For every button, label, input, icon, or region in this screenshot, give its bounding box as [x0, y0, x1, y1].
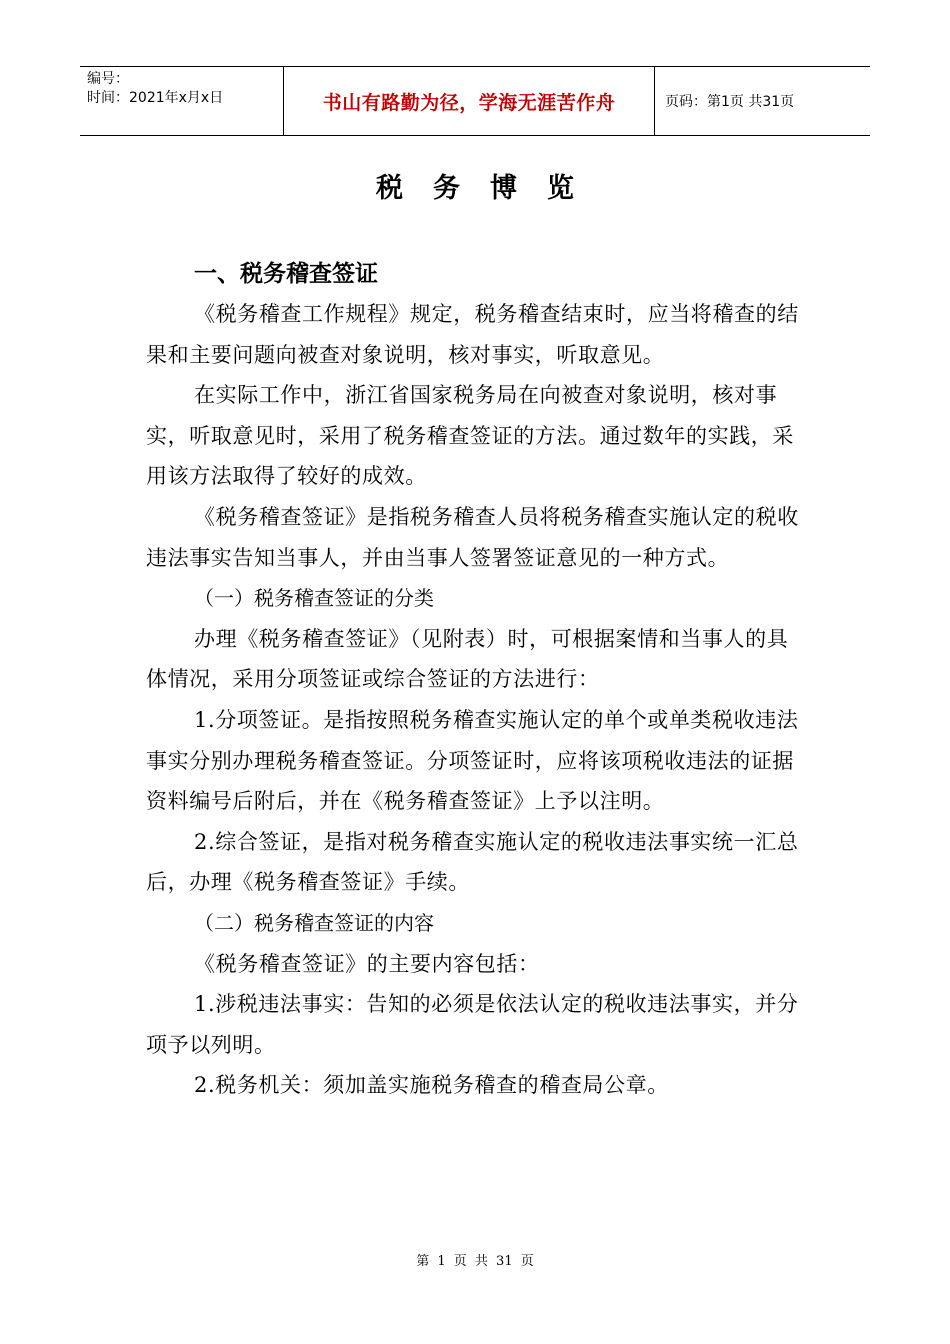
document-body	[146, 254, 806, 1106]
paragraph: 1.分项签证。是指按照税务稽查实施认定的单个或单类税收违法事实分别办理税务稽查签证。分项签证时，应将该项税收违法的证据资料编号后附后，并在《税务稽查签证》上予以注明。	[146, 707, 799, 814]
paragraph: 2.综合签证，是指对税务稽查实施认定的税收违法事实统一汇总后，办理《税务稽查签证》手续。	[146, 829, 799, 895]
number-label: 编号：	[87, 71, 129, 87]
document-title: 税务博览	[376, 173, 604, 204]
time-label: 时间：2021年x月x日	[87, 90, 224, 106]
paragraph: 2.税务机关：须加盖实施税务稽查的稽查局公章。	[194, 1073, 669, 1098]
paragraph: 1.涉税违法事实：告知的必须是依法认定的税收违法事实，并分项予以列明。	[146, 992, 799, 1057]
paragraph: 《税务稽查工作规程》规定，税务稽查结束时，应当将稽查的结果和主要问题向被查对象说明，核对事实，听取意见。	[146, 302, 799, 367]
header-page-code	[655, 67, 870, 135]
document-header	[80, 66, 870, 136]
header-meta	[80, 67, 283, 135]
page-code-text: 页码：第1页 共31页	[665, 94, 795, 110]
paragraph: 在实际工作中，浙江省国家税务局在向被查对象说明，核对事实，听取意见时，采用了税务稽查签证的方法。通过数年的实践，采用该方法取得了较好的成效。	[146, 383, 794, 489]
subsection-heading: （二）税务稽查签证的内容	[194, 910, 434, 935]
section-heading: 一、税务稽查签证	[194, 261, 378, 287]
motto-text: 书山有路勤为径，学海无涯苦作舟	[322, 91, 616, 114]
page-footer: 第 1 页 共 31 页	[416, 1254, 534, 1269]
paragraph: 办理《税务稽查签证》（见附表）时，可根据案情和当事人的具体情况，采用分项签证或综合签证的方法进行：	[146, 626, 789, 692]
paragraph: 《税务稽查签证》的主要内容包括：	[194, 951, 540, 976]
subsection-heading: （一）税务稽查签证的分类	[194, 586, 434, 611]
paragraph: 《税务稽查签证》是指税务稽查人员将税务稽查实施认定的税收违法事实告知当事人，并由当事人签署签证意见的一种方式。	[146, 504, 799, 570]
header-motto-cell	[283, 67, 655, 135]
